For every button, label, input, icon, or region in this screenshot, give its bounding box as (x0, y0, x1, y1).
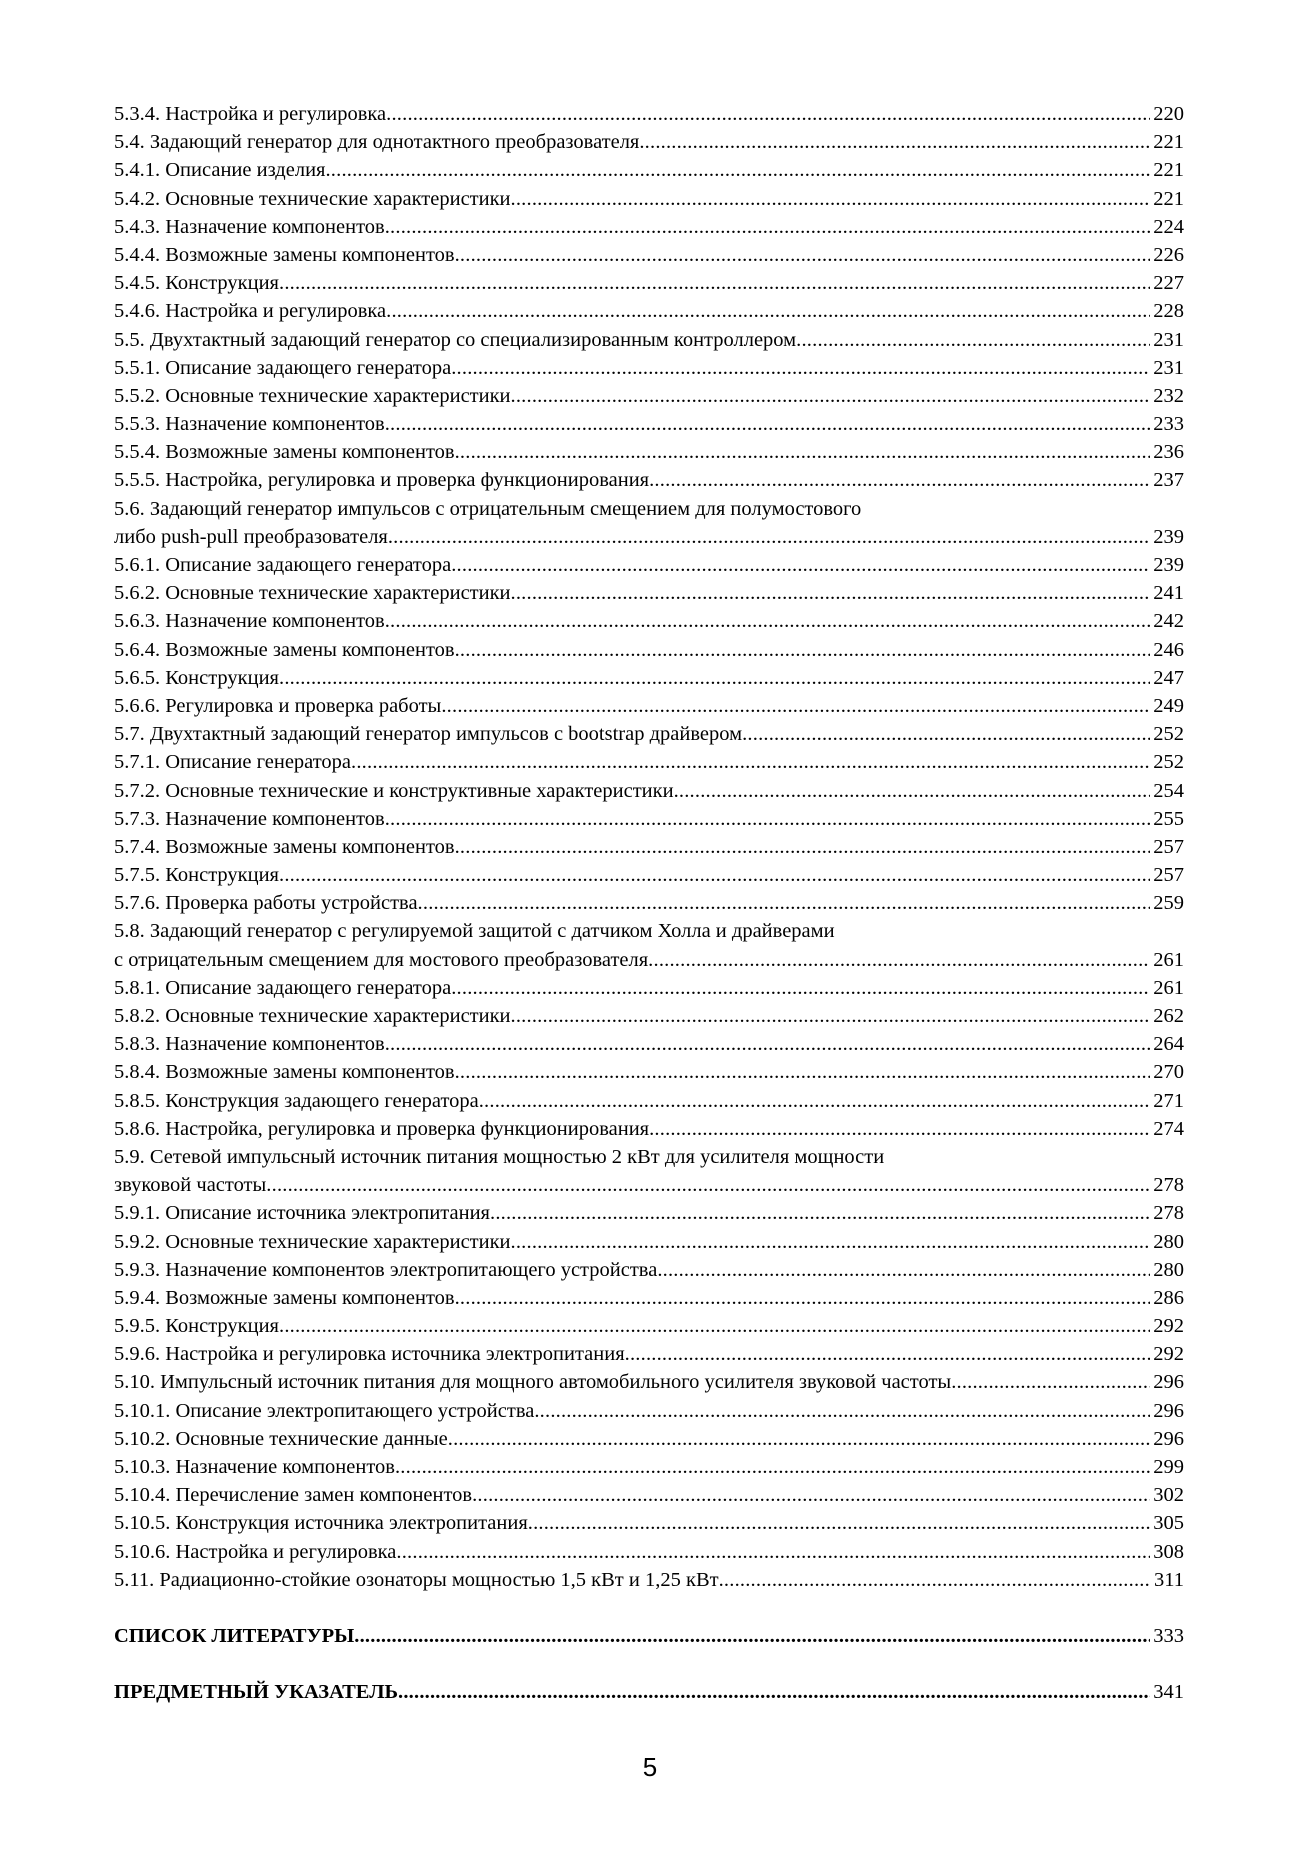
toc-leader-dots (395, 1453, 1150, 1481)
toc-entry-page: 296 (1153, 1399, 1184, 1422)
toc-leader-dots (951, 1368, 1150, 1396)
toc-entry-page: 262 (1153, 1005, 1184, 1027)
toc-entry-page: 292 (1153, 1343, 1184, 1366)
toc-entry-title: 5.10. Импульсный источник питания для мощного автомобильного усилителя звуковой частоты (114, 1371, 952, 1394)
toc-entry-page: 278 (1153, 1174, 1184, 1197)
toc-entry[interactable] (114, 1087, 1184, 1115)
toc-leader-dots (511, 1228, 1151, 1256)
toc-entry-title: 5.8.5. Конструкция задающего генератора (114, 1089, 479, 1112)
toc-entry[interactable] (114, 382, 1184, 410)
toc-entry-page: 280 (1153, 1258, 1184, 1281)
toc-leader-dots (534, 1397, 1150, 1425)
toc-entry[interactable] (114, 636, 1184, 664)
toc-entry-page: 231 (1153, 328, 1184, 351)
toc-entry-title: 5.4.1. Описание изделия (114, 159, 326, 182)
toc-entry-page: 224 (1153, 215, 1184, 238)
toc-entry[interactable] (114, 805, 1184, 833)
toc-entry-page: 221 (1153, 131, 1184, 154)
toc-entry-title: 5.7.1. Описание генератора (114, 751, 352, 774)
toc-entry[interactable] (114, 946, 1184, 974)
toc-entry-title: 5.6.6. Регулировка и проверка работы (114, 694, 442, 717)
toc-leader-dots (674, 777, 1151, 805)
toc-entry-title: 5.10.2. Основные технические данные (114, 1427, 448, 1450)
toc-entry-title: 5.7.5. Конструкция (114, 864, 279, 887)
toc-entry-title: 5.7.3. Назначение компонентов (114, 807, 385, 830)
toc-entry-page: 280 (1153, 1230, 1184, 1253)
toc-leader-dots (279, 664, 1150, 692)
toc-leader-dots (455, 833, 1151, 861)
toc-entry[interactable] (114, 1368, 1184, 1396)
toc-leader-dots (455, 241, 1151, 269)
toc-leader-dots (455, 1284, 1151, 1312)
toc-leader-dots (451, 974, 1150, 1002)
toc-entry-page: 236 (1153, 441, 1184, 464)
toc-entry[interactable] (114, 692, 1184, 720)
toc-leader-dots (385, 1030, 1151, 1058)
toc-leader-dots (719, 1566, 1151, 1594)
toc-entry-page: 255 (1153, 807, 1184, 830)
toc-entry-title: 5.7.2. Основные технические и конструктивные характеристики (114, 779, 674, 802)
toc-entry-page: 239 (1153, 525, 1184, 548)
toc-entry-page: 305 (1153, 1512, 1184, 1535)
toc-entry-page: 220 (1153, 103, 1184, 125)
toc-entry-page: 308 (1153, 1540, 1184, 1563)
toc-leader-dots (625, 1340, 1151, 1368)
toc-entry-first-line: 5.6. Задающий генератор импульсов с отрицательным смещением для полумостового (114, 497, 862, 520)
toc-leader-dots (479, 1087, 1151, 1115)
toc-entry[interactable] (114, 1538, 1184, 1566)
toc-entry-page: 311 (1154, 1568, 1184, 1591)
toc-entry-title: 5.8.1. Описание задающего генератора (114, 976, 452, 999)
toc-entry-page: 257 (1153, 835, 1184, 858)
toc-entry-page: 221 (1153, 187, 1184, 210)
toc-entry-title: 5.7. Двухтактный задающий генератор импульсов с bootstrap драйвером (114, 723, 743, 746)
toc-entry-page: 286 (1153, 1286, 1184, 1309)
toc-leader-dots (279, 861, 1150, 889)
toc-entry-title: звуковой частоты (114, 1174, 267, 1197)
toc-leader-dots (385, 805, 1151, 833)
toc-entry-page: 246 (1153, 638, 1184, 661)
toc-entry-page: 302 (1153, 1484, 1184, 1507)
toc-entry-page: 292 (1153, 1315, 1184, 1338)
table-of-contents (114, 100, 1184, 1706)
toc-entry[interactable] (114, 438, 1184, 466)
toc-entry-page: 232 (1153, 384, 1184, 407)
toc-entry-title: 5.4.4. Возможные замены компонентов (114, 243, 455, 266)
toc-entry-title: 5.7.4. Возможные замены компонентов (114, 835, 455, 858)
toc-entry[interactable] (114, 1481, 1184, 1509)
toc-entry-title: 5.5.3. Назначение компонентов (114, 413, 385, 436)
toc-leader-dots (796, 326, 1150, 354)
toc-leader-dots (455, 1058, 1151, 1086)
toc-entry-title: 5.6.4. Возможные замены компонентов (114, 638, 455, 661)
toc-leader-dots (398, 1678, 1150, 1706)
toc-entry-page: 221 (1153, 159, 1184, 182)
toc-entry[interactable] (114, 1397, 1184, 1425)
toc-entry-title: 5.6.1. Описание задающего генератора (114, 554, 452, 576)
toc-entry-title: 5.9.4. Возможные замены компонентов (114, 1286, 455, 1309)
toc-entry-page: 278 (1153, 1202, 1184, 1225)
toc-entry-index[interactable] (114, 1678, 1184, 1706)
toc-leader-dots (455, 438, 1151, 466)
toc-leader-dots (354, 1622, 1150, 1650)
toc-entry[interactable] (114, 777, 1184, 805)
toc-entry-title: 5.10.1. Описание электропитающего устройства (114, 1399, 535, 1422)
toc-entry-title: 5.10.6. Настройка и регулировка (114, 1540, 397, 1563)
toc-entry[interactable] (114, 354, 1184, 382)
toc-entry[interactable] (114, 861, 1184, 889)
toc-entry-title: 5.4.3. Назначение компонентов (114, 215, 385, 238)
toc-entry-first-line: 5.9. Сетевой импульсный источник питания мощностью 2 кВт для усилителя мощности (114, 1145, 885, 1168)
toc-entry[interactable] (114, 1002, 1184, 1030)
toc-entry-title: 5.10.5. Конструкция источника электропитания (114, 1512, 528, 1535)
toc-entry[interactable] (114, 889, 1184, 917)
toc-entry-page: 249 (1153, 694, 1184, 717)
toc-entry[interactable] (114, 1425, 1184, 1453)
toc-entry-title: 5.9.3. Назначение компонентов электропитающего устройства (114, 1258, 658, 1281)
toc-entry[interactable] (114, 1058, 1184, 1086)
toc-leader-dots (325, 156, 1150, 184)
toc-entry-first-line: 5.8. Задающий генератор с регулируемой защитой с датчиком Холла и драйверами (114, 920, 835, 943)
toc-entry[interactable] (114, 185, 1184, 213)
toc-entry[interactable] (114, 579, 1184, 607)
toc-leader-dots (451, 551, 1150, 579)
toc-entry-page: 231 (1153, 356, 1184, 379)
toc-entry[interactable] (114, 607, 1184, 635)
toc-entry-title: 5.10.4. Перечисление замен компонентов (114, 1484, 473, 1507)
toc-entry[interactable] (114, 410, 1184, 438)
spacer (114, 1650, 1184, 1678)
toc-leader-dots (279, 269, 1150, 297)
toc-leader-dots (451, 354, 1150, 382)
toc-leader-dots (511, 382, 1151, 410)
toc-entry[interactable] (114, 1171, 1184, 1199)
toc-entry[interactable] (114, 241, 1184, 269)
toc-entry-page: 239 (1153, 554, 1184, 576)
toc-entry-title: 5.8.2. Основные технические характеристики (114, 1005, 511, 1027)
toc-entry-page: 241 (1153, 582, 1184, 605)
spacer (114, 1594, 1184, 1622)
toc-entry-title: 5.8.3. Назначение компонентов (114, 1033, 385, 1056)
toc-entry-page: 227 (1153, 272, 1184, 295)
toc-entry[interactable] (114, 664, 1184, 692)
toc-entry[interactable] (114, 466, 1184, 494)
toc-entry-title: 5.4.5. Конструкция (114, 272, 279, 295)
toc-entry[interactable] (114, 523, 1184, 551)
toc-leader-dots (388, 523, 1150, 551)
toc-leader-dots (385, 213, 1151, 241)
toc-entry-title: 5.10.3. Назначение компонентов (114, 1456, 395, 1478)
toc-entry-title: 5.11. Радиационно-стойкие озонаторы мощностью 1,5 кВт и 1,25 кВт (114, 1568, 719, 1591)
toc-entry[interactable] (114, 1030, 1184, 1058)
toc-leader-dots (648, 946, 1150, 974)
page-number: 5 (642, 1752, 658, 1782)
toc-entry[interactable] (114, 213, 1184, 241)
toc-entry-page: 341 (1153, 1681, 1184, 1704)
toc-entry-title: 5.7.6. Проверка работы устройства (114, 892, 418, 915)
toc-entry[interactable] (114, 1256, 1184, 1284)
toc-leader-dots (386, 297, 1150, 325)
toc-entry-title: либо push-pull преобразователя (114, 525, 388, 548)
toc-leader-dots (472, 1481, 1150, 1509)
toc-leader-dots (511, 579, 1151, 607)
toc-leader-dots (511, 185, 1151, 213)
toc-entry-page: 261 (1153, 948, 1184, 971)
toc-entry[interactable] (114, 156, 1184, 184)
toc-entry-title: 5.8.4. Возможные замены компонентов (114, 1061, 455, 1084)
toc-leader-dots (448, 1425, 1150, 1453)
toc-entry[interactable] (114, 748, 1184, 776)
toc-entry[interactable] (114, 1115, 1184, 1143)
toc-entry-title: с отрицательным смещением для мостового преобразователя (114, 948, 649, 971)
toc-leader-dots (396, 1538, 1150, 1566)
toc-entry[interactable] (114, 1312, 1184, 1340)
toc-entry-page: 296 (1153, 1371, 1184, 1394)
toc-entry-page: 259 (1153, 892, 1184, 915)
toc-leader-dots (639, 128, 1150, 156)
toc-leader-dots (528, 1509, 1151, 1537)
toc-entry-page: 242 (1153, 610, 1184, 633)
toc-entry[interactable] (114, 1199, 1184, 1227)
toc-entry[interactable] (114, 1566, 1184, 1594)
toc-entry[interactable] (114, 269, 1184, 297)
toc-entry-title: 5.4. Задающий генератор для однотактного преобразователя (114, 131, 640, 154)
toc-entry-page: 237 (1153, 469, 1184, 492)
toc-entry-page: 252 (1153, 723, 1184, 746)
toc-leader-dots (455, 636, 1151, 664)
toc-entry-title: ПРЕДМЕТНЫЙ УКАЗАТЕЛЬ (114, 1681, 399, 1704)
toc-leader-dots (351, 748, 1150, 776)
toc-entry-page: 264 (1153, 1033, 1184, 1056)
toc-leader-dots (385, 410, 1151, 438)
toc-entry-page: 257 (1153, 864, 1184, 887)
toc-entry-page: 228 (1153, 300, 1184, 323)
toc-entry-title: 5.5. Двухтактный задающий генератор со специализированным контроллером (114, 328, 797, 351)
toc-entry[interactable] (114, 326, 1184, 354)
toc-entry[interactable] (114, 833, 1184, 861)
toc-entry-bibliography[interactable] (114, 1622, 1184, 1650)
toc-entry-page: 226 (1153, 243, 1184, 266)
toc-leader-dots (266, 1171, 1150, 1199)
toc-entry[interactable] (114, 720, 1184, 748)
toc-entry[interactable] (114, 1284, 1184, 1312)
toc-entry-title: 5.5.4. Возможные замены компонентов (114, 441, 455, 464)
toc-entry[interactable] (114, 1453, 1184, 1481)
toc-leader-dots (649, 1115, 1150, 1143)
toc-entry-title: 5.4.2. Основные технические характеристики (114, 187, 511, 210)
toc-entries (114, 100, 1184, 1594)
toc-entry-page: 261 (1153, 976, 1184, 999)
toc-entry-page: 271 (1153, 1089, 1184, 1112)
toc-leader-dots (649, 466, 1150, 494)
toc-leader-dots (385, 607, 1151, 635)
toc-leader-dots (511, 1002, 1151, 1030)
toc-entry-title: 5.9.6. Настройка и регулировка источника электропитания (114, 1343, 625, 1366)
toc-entry-title: 5.9.2. Основные технические характеристики (114, 1230, 511, 1253)
toc-entry-page: 299 (1153, 1456, 1184, 1478)
toc-entry-page: 254 (1153, 779, 1184, 802)
toc-entry-title: 5.9.1. Описание источника электропитания (114, 1202, 490, 1225)
toc-entry-title: 5.4.6. Настройка и регулировка (114, 300, 387, 323)
toc-leader-dots (418, 889, 1151, 917)
toc-leader-dots (441, 692, 1150, 720)
toc-entry-title: 5.6.5. Конструкция (114, 666, 279, 689)
toc-entry-title: 5.5.5. Настройка, регулировка и проверка функционирования (114, 469, 650, 492)
toc-leader-dots (742, 720, 1150, 748)
toc-entry[interactable] (114, 974, 1184, 1002)
toc-entry-page: 252 (1153, 751, 1184, 774)
toc-entry-page: 296 (1153, 1427, 1184, 1450)
toc-entry-title: 5.5.1. Описание задающего генератора (114, 356, 452, 379)
toc-entry[interactable] (114, 297, 1184, 325)
toc-entry-page: 233 (1153, 413, 1184, 436)
toc-entry-page: 274 (1153, 1117, 1184, 1140)
toc-entry-title: 5.3.4. Настройка и регулировка (114, 103, 387, 125)
toc-entry-title: 5.6.2. Основные технические характеристики (114, 582, 511, 605)
toc-entry-title: 5.8.6. Настройка, регулировка и проверка функционирования (114, 1117, 650, 1140)
toc-entry-title: 5.6.3. Назначение компонентов (114, 610, 385, 633)
toc-entry[interactable] (114, 100, 1184, 128)
toc-entry[interactable] (114, 1228, 1184, 1256)
toc-leader-dots (279, 1312, 1150, 1340)
toc-entry[interactable] (114, 551, 1184, 579)
toc-leader-dots (657, 1256, 1150, 1284)
toc-entry-title: 5.5.2. Основные технические характеристики (114, 384, 511, 407)
toc-entry-title: 5.9.5. Конструкция (114, 1315, 279, 1338)
toc-entry-page: 247 (1153, 666, 1184, 689)
toc-entry[interactable] (114, 128, 1184, 156)
toc-leader-dots (386, 100, 1150, 128)
toc-leader-dots (490, 1199, 1150, 1227)
toc-entry-page: 270 (1153, 1061, 1184, 1084)
toc-entry[interactable] (114, 1340, 1184, 1368)
toc-entry-page: 333 (1153, 1624, 1184, 1647)
toc-entry[interactable] (114, 1509, 1184, 1537)
toc-entry-title: СПИСОК ЛИТЕРАТУРЫ (114, 1624, 355, 1647)
